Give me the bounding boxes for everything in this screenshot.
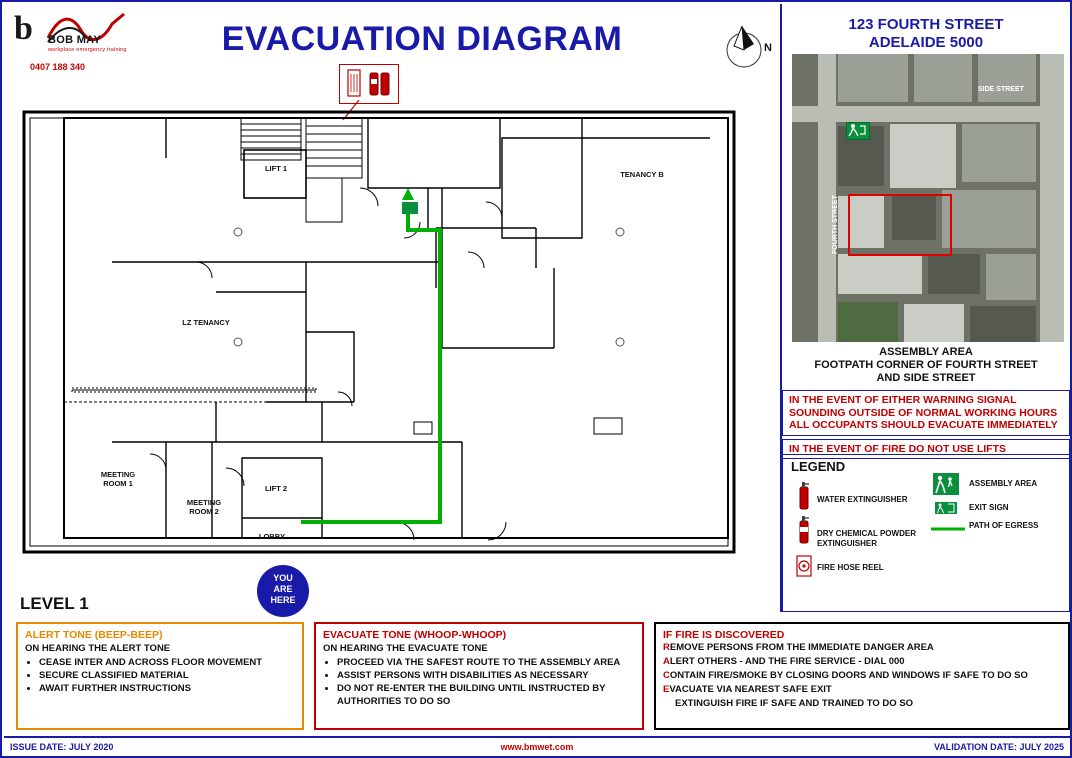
company-logo [8, 6, 130, 84]
page-title: EVACUATION DIAGRAM [221, 20, 623, 58]
alert-tone-box [16, 622, 304, 730]
race-line-r: REMOVE PERSONS FROM THE IMMEDIATE DANGER AREA [663, 642, 934, 653]
race-line-a: ALERT OTHERS - AND THE FIRE SERVICE - DIAL 000 [663, 656, 905, 667]
alert-tone-title: ALERT TONE (BEEP-BEEP) [25, 629, 163, 641]
legend-title: LEGEND [791, 459, 846, 474]
warning-line-1: IN THE EVENT OF EITHER WARNING SIGNAL [789, 394, 1017, 406]
alert-tone-list [25, 656, 295, 695]
legend-panel [782, 454, 1070, 612]
path-of-egress-icon [931, 520, 965, 538]
legend-label-assembly-area: ASSEMBLY AREA [969, 479, 1038, 488]
assembly-line-1: FOOTPATH CORNER OF FOURTH STREET [814, 359, 1038, 371]
legend-label-fire-hose-reel: FIRE HOSE REEL [817, 563, 884, 572]
logo-brand-name: BOB MAY [48, 34, 102, 46]
extinguisher-callout-top [339, 64, 399, 104]
fire-box-title: IF FIRE IS DISCOVERED [663, 629, 785, 641]
map-side-street-label: SIDE STREET [978, 86, 1024, 93]
floor-plan [16, 102, 766, 567]
issue-date: ISSUE DATE: JULY 2020 [10, 742, 114, 752]
do-not-use-lifts-text: IN THE EVENT OF FIRE DO NOT USE LIFTS [789, 443, 1007, 455]
legend-label-path-of-egress: PATH OF EGRESS [969, 521, 1039, 530]
page-footer [4, 736, 1070, 758]
race-line-c: CONTAIN FIRE/SMOKE BY CLOSING DOORS AND WINDOWS IF SAFE TO DO SO [663, 670, 1028, 681]
legend-label-dry-powder-2: EXTINGUISHER [817, 539, 878, 548]
exit-sign-map-icon [846, 122, 870, 140]
compass-north-label: N [764, 42, 772, 54]
list-item: • SECURE CLASSIFIED MATERIAL [39, 669, 295, 682]
assembly-line-2: AND SIDE STREET [876, 372, 976, 384]
list-item: • PROCEED VIA THE SAFEST ROUTE TO THE ASSEMBLY AREA [337, 656, 635, 669]
logo-phone: 0407 188 340 [30, 62, 86, 72]
list-item: • AWAIT FURTHER INSTRUCTIONS [39, 682, 295, 695]
room-label-lift-1: LIFT 1 [264, 164, 288, 173]
room-label-meeting-room-2: MEETING ROOM 2 [186, 498, 222, 516]
fire-hose-reel-icon [796, 555, 812, 582]
room-label-meeting-room-1: MEETING ROOM 1 [100, 470, 136, 488]
level-label: LEVEL 1 [20, 594, 89, 613]
dry-powder-extinguisher-icon [797, 515, 811, 550]
website-link[interactable]: www.bmwet.com [500, 742, 574, 752]
site-address [782, 16, 1070, 52]
warning-line-2: SOUNDING OUTSIDE OF NORMAL WORKING HOURS [789, 406, 1058, 419]
water-extinguisher-icon [797, 481, 811, 516]
if-fire-discovered-box [654, 622, 1070, 730]
warning-line-3: ALL OCCUPANTS SHOULD EVACUATE IMMEDIATELY [789, 419, 1058, 431]
you-are-here-marker: YOU ARE HERE [257, 565, 309, 617]
alert-tone-subtitle: ON HEARING THE ALERT TONE [25, 643, 171, 654]
evacuate-tone-box [314, 622, 644, 730]
warning-signal-box [782, 390, 1070, 436]
logo-letter: b [14, 10, 33, 47]
validation-date: VALIDATION DATE: JULY 2025 [933, 742, 1064, 752]
legend-label-water-extinguisher: WATER EXTINGUISHER [817, 495, 908, 504]
address-line-2: ADELAIDE 5000 [868, 34, 984, 51]
subject-building-outline [848, 194, 952, 256]
aerial-site-map [792, 54, 1064, 342]
list-item: • CEASE INTER AND ACROSS FLOOR MOVEMENT [39, 656, 295, 669]
list-item: • DO NOT RE-ENTER THE BUILDING UNTIL INSTRUCTED BY AUTHORITIES TO DO SO [337, 682, 635, 708]
exit-sign-icon [935, 501, 957, 519]
map-fourth-street-label: FOURTH STREET [832, 195, 839, 254]
room-label-lobby: LOBBY [258, 532, 286, 541]
race-line-e: EVACUATE VIA NEAREST SAFE EXIT [663, 684, 832, 695]
room-label-tenancy-b: TENANCY B [620, 170, 664, 179]
evacuate-tone-subtitle: ON HEARING THE EVACUATE TONE [323, 643, 488, 654]
room-label-lz-tenancy: LZ TENANCY [182, 318, 230, 327]
list-item: • ASSIST PERSONS WITH DISABILITIES AS NECESSARY [337, 669, 635, 682]
evacuate-tone-title: EVACUATE TONE (WHOOP-WHOOP) [323, 629, 507, 641]
evacuate-tone-list [323, 656, 635, 708]
assembly-area-text [782, 346, 1070, 385]
assembly-area-icon [933, 473, 959, 500]
assembly-title: ASSEMBLY AREA [879, 346, 973, 358]
legend-label-dry-powder-1: DRY CHEMICAL POWDER [817, 529, 916, 538]
address-line-1: 123 FOURTH STREET [848, 16, 1004, 33]
compass-icon [720, 24, 776, 72]
fire-box-footnote: EXTINGUISH FIRE IF SAFE AND TRAINED TO DO SO [675, 698, 914, 709]
logo-tagline: workplace emergency training [48, 47, 127, 53]
legend-label-exit-sign: EXIT SIGN [969, 503, 1009, 512]
room-label-lift-2: LIFT 2 [264, 484, 288, 493]
